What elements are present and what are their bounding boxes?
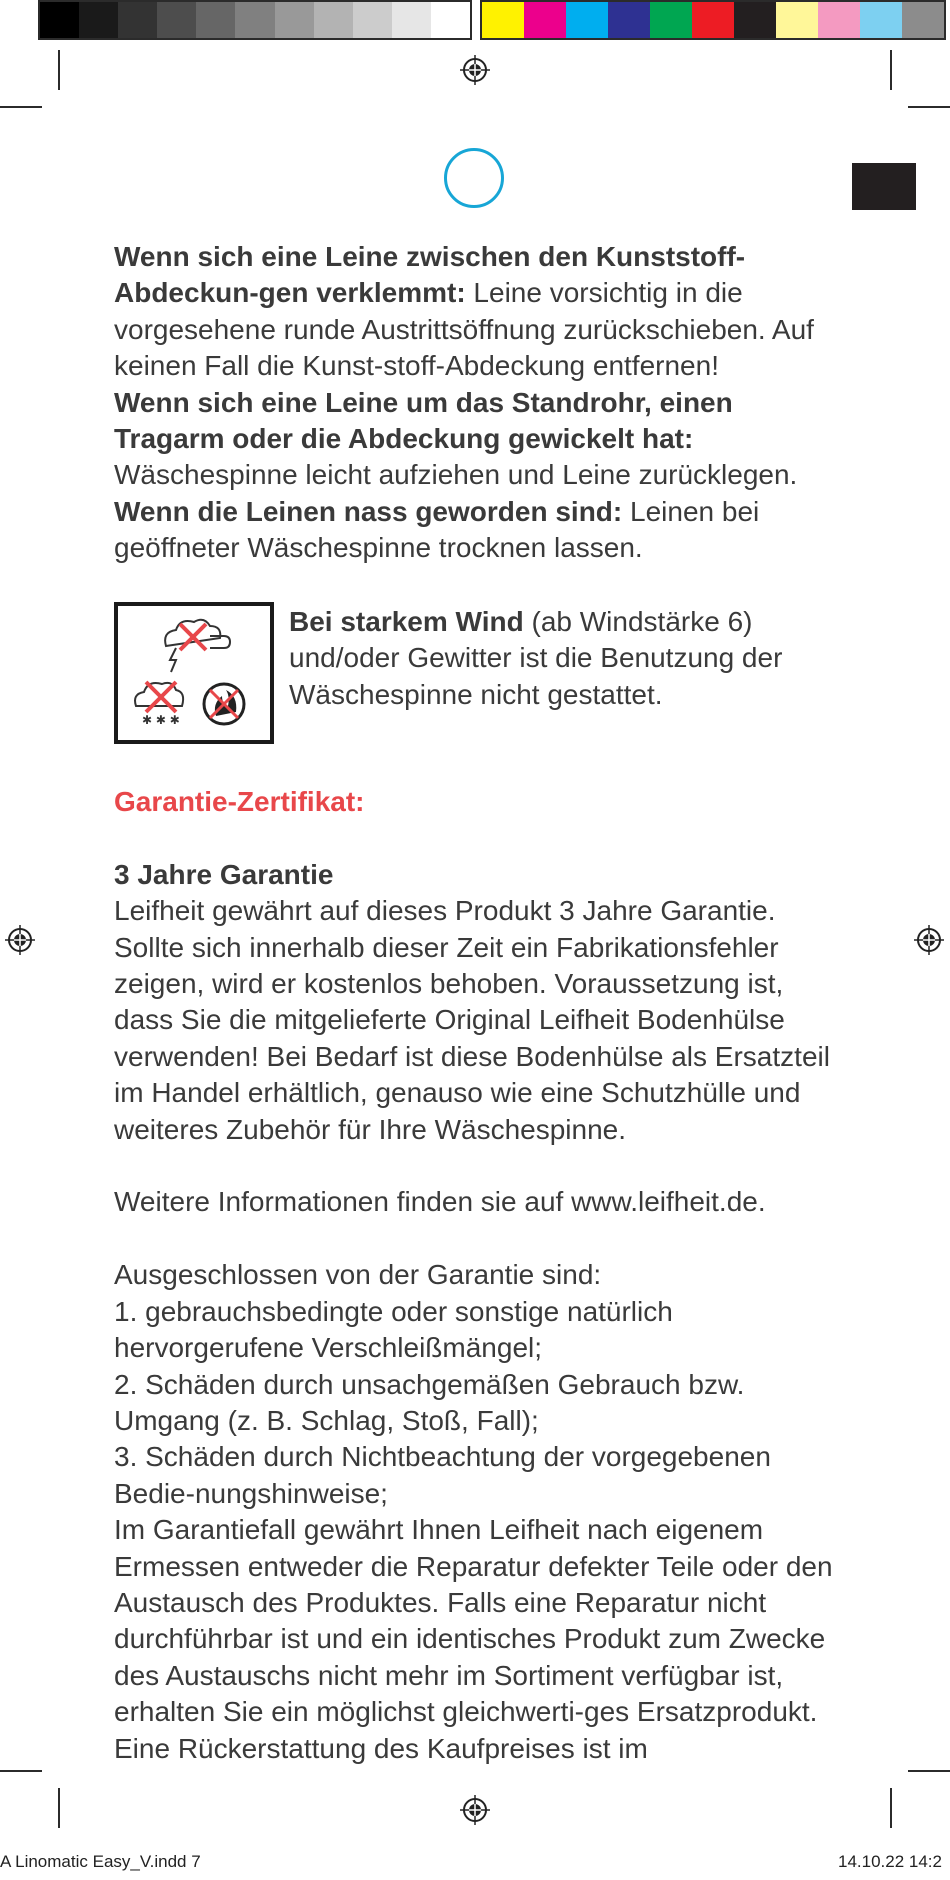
wind-warning-text xyxy=(289,604,849,713)
color-swatch xyxy=(776,2,818,38)
gray-swatch xyxy=(79,2,118,38)
gray-swatch xyxy=(275,2,314,38)
snow-prohibited-icon xyxy=(135,682,183,727)
registration-mark-icon xyxy=(914,925,944,955)
troubleshooting-item xyxy=(114,494,834,567)
color-swatch xyxy=(566,2,608,38)
gray-swatch xyxy=(392,2,431,38)
spacer xyxy=(114,1221,834,1257)
color-swatch xyxy=(860,2,902,38)
exclusion-item: 2. Schäden durch unsachgemäßen Gebrauch bzw. Umgang (z. B. Schlag, Stoß, Fall); xyxy=(114,1368,745,1436)
spacer xyxy=(114,820,834,856)
storm-wind-prohibited-icon xyxy=(165,620,230,672)
slug-timestamp: 14.10.22 14:2 xyxy=(838,1852,942,1871)
fire-prohibited-icon xyxy=(204,684,244,724)
guarantee-intro: Leifheit gewährt auf dieses Produkt 3 Jahre Garantie. Sollte sich innerhalb dieser Zeit ein Fabrikationsfehler zeigen, wird er kostenlos behoben. Voraussetzung ist, dass Sie die mitgelieferte Original Leifheit Bodenhülse verwenden! Bei Bedarf ist diese Bodenhülse als Ersatzteil im Handel erhältlich, genauso wie eine Schutzhülle und weiteres Zubehör für Ihre Wäschespinne. xyxy=(114,895,830,1145)
crop-mark xyxy=(58,50,60,90)
troubleshooting-text: Leine vorsichtig in die vorgesehene runde Austrittsöffnung zurückschieben. Auf keinen Fall die Kunst-stoff-Abdeckung entfernen! xyxy=(114,277,814,382)
section-tab-marker xyxy=(852,163,916,210)
color-swatch xyxy=(902,2,944,38)
gray-swatch xyxy=(314,2,353,38)
svg-text:✱ ✱ ✱: ✱ ✱ ✱ xyxy=(142,713,180,727)
troubleshooting-text: Leinen bei geöffneter Wäschespinne trocknen lassen. xyxy=(114,495,760,564)
gray-swatch xyxy=(157,2,196,38)
slug-file-name: A Linomatic Easy_V.indd 7 xyxy=(0,1852,201,1871)
crop-mark xyxy=(890,1788,892,1828)
color-swatch xyxy=(608,2,650,38)
wind-warning-heading: Bei starkem Wind xyxy=(289,606,524,637)
registration-mark-icon xyxy=(5,925,35,955)
troubleshooting-heading: Wenn sich eine Leine um das Standrohr, einen Tragarm oder die Abdeckung gewickelt hat: xyxy=(114,386,733,455)
troubleshooting-section xyxy=(114,239,834,567)
troubleshooting-heading: Wenn die Leinen nass geworden sind: xyxy=(114,495,623,527)
crop-mark xyxy=(58,1788,60,1828)
gray-swatch xyxy=(431,2,470,38)
troubleshooting-item xyxy=(114,239,834,385)
wind-warning-body: (ab Windstärke 6) und/oder Gewitter ist die Benutzung der Wäschespinne nicht gestattet. xyxy=(289,606,783,710)
guarantee-subheading xyxy=(114,857,834,893)
process-color-bar xyxy=(480,0,946,40)
registration-mark-icon xyxy=(460,55,490,85)
color-swatch xyxy=(734,2,776,38)
color-swatch xyxy=(692,2,734,38)
crop-mark xyxy=(890,50,892,90)
gray-swatch xyxy=(235,2,274,38)
color-swatch xyxy=(650,2,692,38)
crop-mark xyxy=(0,106,42,108)
color-swatch xyxy=(482,2,524,38)
troubleshooting-heading: Wenn sich eine Leine zwischen den Kunststoff-Abdeckun-gen verklemmt: xyxy=(114,241,746,309)
color-swatch xyxy=(524,2,566,38)
guarantee-section xyxy=(114,784,834,1767)
exclusions-title: Ausgeschlossen von der Garantie sind: xyxy=(114,1259,602,1291)
gray-swatch xyxy=(353,2,392,38)
guarantee-subheading-text: 3 Jahre Garantie xyxy=(114,858,334,890)
grayscale-color-bar xyxy=(38,0,472,40)
exclusion-item: 3. Schäden durch Nichtbeachtung der vorgegebenen Bedie-nungshinweise; xyxy=(114,1441,771,1509)
color-swatch xyxy=(818,2,860,38)
exclusion-item: 1. gebrauchsbedingte oder sonstige natürlich hervorgerufene Verschleißmängel; xyxy=(114,1295,673,1364)
guarantee-info: Weitere Informationen finden sie auf www.leifheit.de. xyxy=(114,1186,766,1218)
troubleshooting-text: Wäschespinne leicht aufziehen und Leine zurücklegen. xyxy=(114,459,798,491)
guarantee-heading: Garantie-Zertifikat: xyxy=(114,786,365,817)
troubleshooting-item xyxy=(114,385,834,494)
registration-mark-icon xyxy=(460,1795,490,1825)
gray-swatch xyxy=(40,2,79,38)
crop-mark xyxy=(908,106,950,108)
guarantee-closing: Im Garantiefall gewährt Ihnen Leifheit nach eigenem Ermessen entweder die Reparatur defekter Teile oder den Austausch des Produktes. Falls eine Reparatur nicht durchführbar ist und ein identisches Produkt zum Zwecke des Austauschs nicht mehr im Sortiment verfügbar ist, erhalten Sie ein möglichst gleichwerti-ges Ersatzprodukt. Eine Rückerstattung des Kaufpreises ist im xyxy=(114,1514,833,1764)
gray-swatch xyxy=(196,2,235,38)
crop-mark xyxy=(0,1770,42,1772)
blue-circle-mark xyxy=(444,148,504,208)
weather-warning-icon-box xyxy=(114,602,274,744)
gray-swatch xyxy=(118,2,157,38)
crop-mark xyxy=(908,1770,950,1772)
spacer xyxy=(114,1148,834,1184)
